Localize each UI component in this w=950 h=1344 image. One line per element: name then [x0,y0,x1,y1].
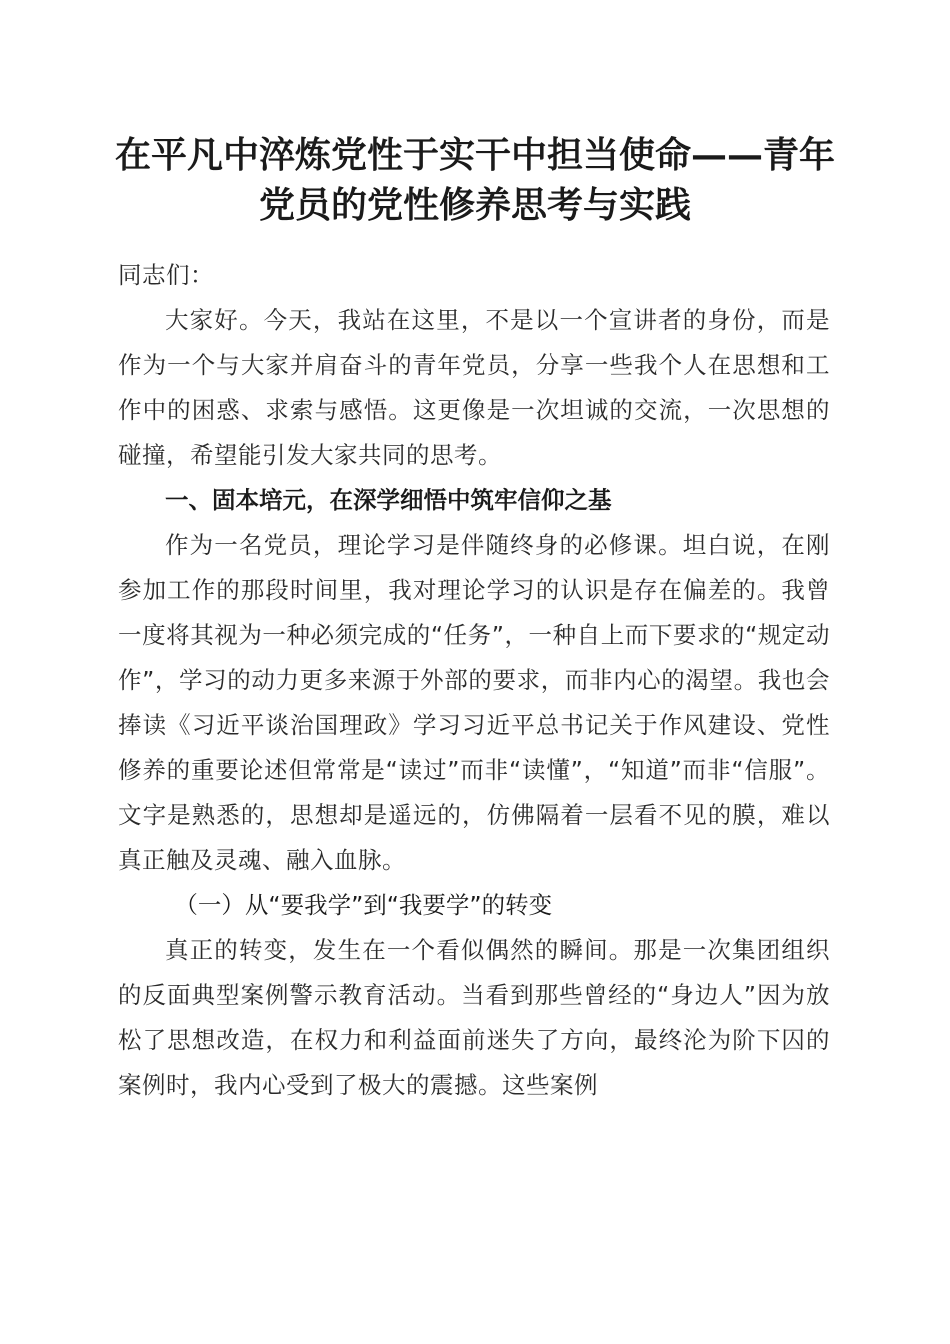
paragraph-turning-point: 真正的转变，发生在一个看似偶然的瞬间。那是一次集团组织的反面典型案例警示教育活动。当看到那些曾经的“身边人”因为放松了思想改造，在权力和利益面前迷失了方向，最终沦为阶下囚的案例时，我内心受到了极大的震撼。这些案例 [118,936,830,1099]
title-line-2: 党员的党性修养思考与实践 [258,184,691,226]
document-title [100,130,850,230]
subsection-heading-1: （一）从“要我学”到“我要学”的转变 [174,891,553,919]
paragraph-intro: 大家好。今天，我站在这里，不是以一个宣讲者的身份，而是作为一个与大家并肩奋斗的青年党员，分享一些我个人在思想和工作中的困惑、求索与感悟。这更像是一次坦诚的交流，一次思想的碰撞，希望能引发大家共同的思考。 [118,306,830,469]
salutation: 同志们： [118,261,214,289]
section-heading-1: 一、固本培元，在深学细悟中筑牢信仰之基 [165,486,612,514]
title-line-1: 在平凡中淬炼党性于实干中担当使命——青年 [114,134,835,176]
document-body [118,253,830,1108]
paragraph-theory-study: 作为一名党员，理论学习是伴随终身的必修课。坦白说，在刚参加工作的那段时间里，我对理论学习的认识是存在偏差的。我曾一度将其视为一种必须完成的“任务”，一种自上而下要求的“规定动作”，学习的动力更多来源于外部的要求，而非内心的渴望。我也会捧读《习近平谈治国理政》学习习近平总书记关于作风建设、党性修养的重要论述但常常是“读过”而非“读懂”，“知道”而非“信服”。文字是熟悉的，思想却是遥远的，仿佛隔着一层看不见的膜，难以真正触及灵魂、融入血脉。 [118,531,830,874]
